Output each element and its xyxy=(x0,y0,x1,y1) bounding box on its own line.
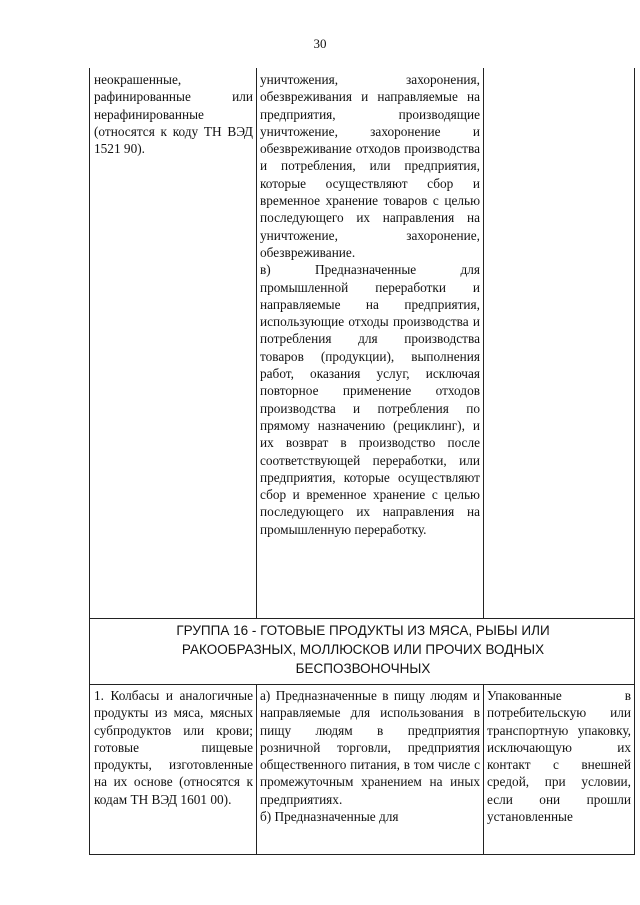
row-divider-1 xyxy=(90,618,635,619)
column-divider-1b xyxy=(256,684,257,855)
group-heading-text: ГРУППА 16 - ГОТОВЫЕ ПРОДУКТЫ ИЗ МЯСА, РЫБЫ ИЛИ РАКООБРАЗНЫХ, МОЛЛЮСКОВ ИЛИ ПРОЧИХ ВОДНЫХ БЕСПОЗВОНОЧНЫХ xyxy=(176,623,550,676)
column-divider-2 xyxy=(483,68,484,618)
group-heading xyxy=(90,621,636,678)
row1-col2-cell xyxy=(260,71,480,538)
column-divider-2b xyxy=(483,684,484,855)
row2-col3-text: Упакованные в потребительскую или транспортную упаковку, исключающую их контакт с внешней средой, при условии, если они прошли установленные xyxy=(487,688,631,825)
row2-col1-text: 1. Колбасы и аналогичные продукты из мяса, мясных субпродуктов или крови; готовые пищевые продукты, изготовленные на их основе (относятся к кодам ТН ВЭД 1601 00). xyxy=(94,688,253,807)
row2-col2-cell xyxy=(260,687,480,825)
page-number: 30 xyxy=(313,36,327,51)
row1-col1-cell xyxy=(94,71,253,157)
row2-col2-text-b: б) Предназначенные для xyxy=(260,809,399,825)
regulation-table xyxy=(89,68,635,855)
column-divider-1 xyxy=(256,68,257,618)
row-divider-2 xyxy=(90,684,635,685)
row1-col1-text: неокрашенные, рафинированные или нерафинированные (относятся к коду ТН ВЭД 1521 90). xyxy=(94,72,253,157)
row1-col2-text-2: в) Предназначенные для промышленной переработки и направляемые на предприятия, использующие отходы производства и потребления для производства товаров (продукции), выполнения работ, оказания услуг, исключая повторное применение отходов производства и потребления по прямому назначению (рециклинг), и их возврат в производство после соответствующей переработки, или предприятия, которые осуществляют сбор и временное хранение с целью последующего их направления на промышленную переработку. xyxy=(260,262,480,537)
row2-col2-text: а) Предназначенные в пищу людям и направляемые для использования в пищу людям в предприятия розничной торговли, предприятия общественного питания, в том числе с промежуточным хранением на иных предприятиях. xyxy=(260,688,480,807)
row2-col1-cell xyxy=(94,687,253,808)
row2-col3-cell xyxy=(487,687,631,825)
row1-col2-text-1: уничтожения, захоронения, обезвреживания и направляемые на предприятия, производящие уничтожение, захоронение и обезвреживание отходов производства и потребления, или предприятия, которые осуществляют сбор и временное хранение товаров с целью последующего их направления на уничтожение, захоронение, обезвреживание. xyxy=(260,72,480,260)
